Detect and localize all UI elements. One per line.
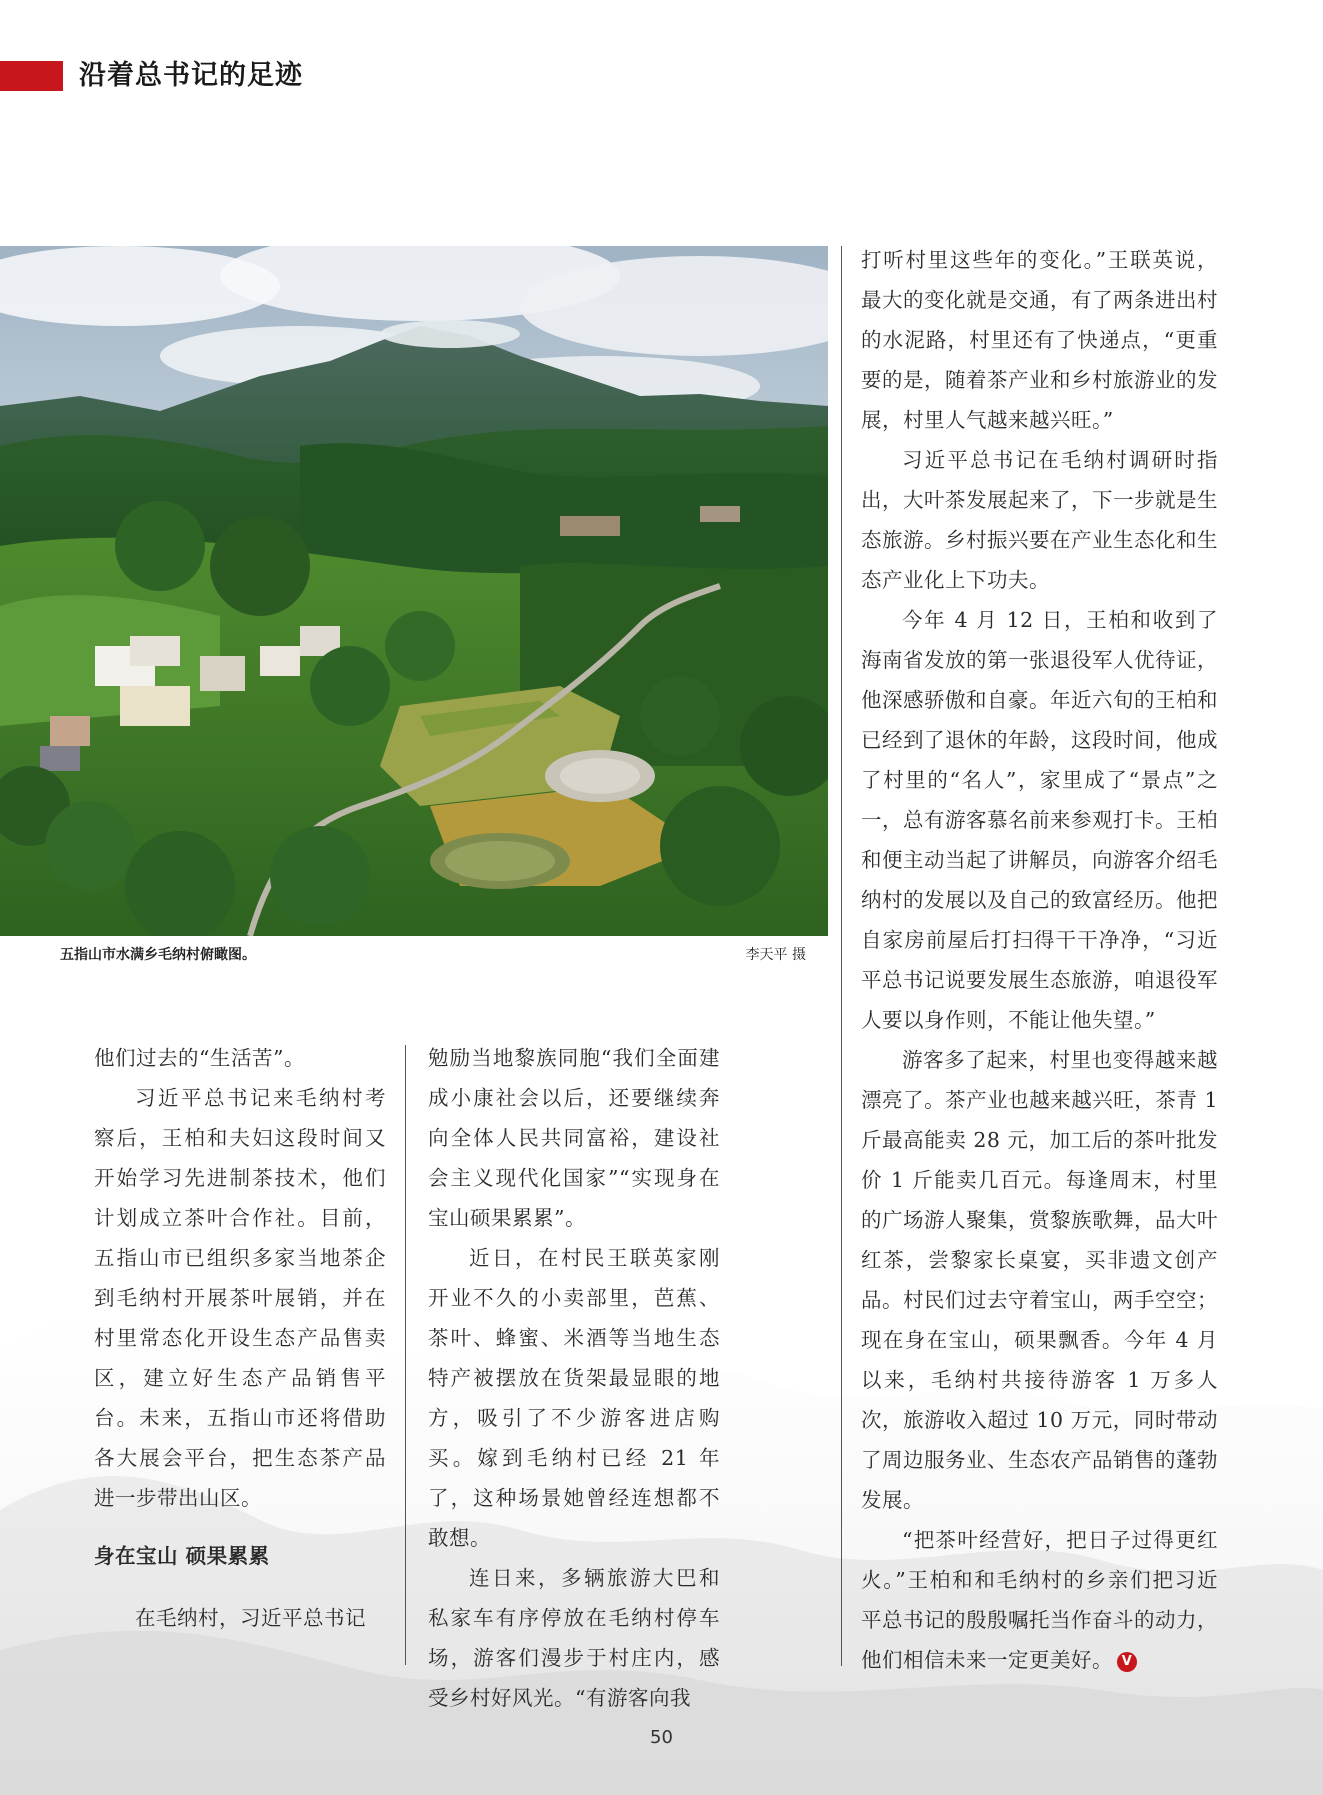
section-title: 沿着总书记的足迹 — [79, 60, 303, 91]
paragraph: 在毛纳村，习近平总书记 — [135, 1606, 366, 1630]
paragraph: 今年 4 月 12 日，王柏和收到了海南省发放的第一张退役军人优待证，他深感骄傲和自豪。年近六旬的王柏和已经到了退休的年龄，这段时间，他成了村里的“名人”，家里成了“景点”之一，总有游客慕名前来参观打卡。王柏和便主动当起了讲解员，向游客介绍毛纳村的发展以及自己的致富经历。他把自家房前屋后打扫得干干净净，“习近平总书记说要发展生态旅游，咱退役军人要以身作则，不能让他失望。” — [861, 608, 1218, 1032]
paragraph: 近日，在村民王联英家刚开业不久的小卖部里，芭蕉、茶叶、蜂蜜、米酒等当地生态特产被摆放在货架最显眼的地方，吸引了不少游客进店购买。嫁到毛纳村已经 21 年了，这种场景她曾经连想都不敢想。 — [428, 1246, 720, 1550]
text-column-3 — [861, 240, 1218, 1680]
column-divider — [841, 246, 842, 1666]
paragraph: 他们过去的“生活苦”。 — [94, 1046, 305, 1070]
paragraph-text: “把茶叶经营好，把日子过得更红火。”王柏和和毛纳村的乡亲们把习近平总书记的殷殷嘱托当作奋斗的动力，他们相信未来一定更美好。 — [861, 1528, 1218, 1672]
header-accent-bar — [0, 61, 63, 91]
photo-credit: 李天平 摄 — [745, 947, 806, 963]
paragraph: 习近平总书记来毛纳村考察后，王柏和夫妇这段时间又开始学习先进制茶技术，他们计划成立茶叶合作社。目前，五指山市已组织多家当地茶企到毛纳村开展茶叶展销，并在村里常态化开设生态产品售卖区，建立好生态产品销售平台。未来，五指山市还将借助各大展会平台，把生态茶产品进一步带出山区。 — [94, 1086, 386, 1510]
paragraph: 打听村里这些年的变化。”王联英说，最大的变化就是交通，有了两条进出村的水泥路，村里还有了快递点，“更重要的是，随着茶产业和乡村旅游业的发展，村里人气越来越兴旺。” — [861, 248, 1218, 432]
aerial-photo — [0, 246, 828, 936]
paragraph: 勉励当地黎族同胞“我们全面建成小康社会以后，还要继续奔向全体人民共同富裕，建设社会主义现代化国家”“实现身在宝山硕果累累”。 — [428, 1046, 720, 1230]
subheading: 身在宝山 硕果累累 — [94, 1544, 270, 1568]
page-number: 50 — [650, 1727, 673, 1748]
text-column-2 — [428, 1038, 720, 1718]
paragraph: 连日来，多辆旅游大巴和私家车有序停放在毛纳村停车场，游客们漫步于村庄内，感受乡村好风光。“有游客向我 — [428, 1566, 720, 1710]
end-mark-icon: V — [1117, 1652, 1137, 1672]
text-column-1 — [94, 1038, 386, 1638]
column-divider — [405, 1045, 406, 1665]
paragraph — [861, 1520, 1218, 1680]
paragraph: 游客多了起来，村里也变得越来越漂亮了。茶产业也越来越兴旺，茶青 1 斤最高能卖 28 元，加工后的茶叶批发价 1 斤能卖几百元。每逢周末，村里的广场游人聚集，赏黎族歌舞，品大叶红茶，尝黎家长桌宴，买非遗文创产品。村民们过去守着宝山，两手空空；现在身在宝山，硕果飘香。今年 4 月以来，毛纳村共接待游客 1 万多人次，旅游收入超过 10 万元，同时带动了周边服务业、生态农产品销售的蓬勃发展。 — [861, 1048, 1218, 1512]
paragraph: 习近平总书记在毛纳村调研时指出，大叶茶发展起来了，下一步就是生态旅游。乡村振兴要在产业生态化和生态产业化上下功夫。 — [861, 448, 1218, 592]
photo-caption: 五指山市水满乡毛纳村俯瞰图。 — [60, 947, 256, 963]
